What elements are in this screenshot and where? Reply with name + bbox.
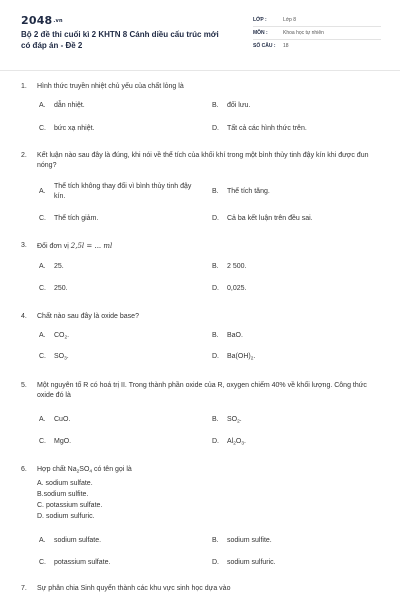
- inline-choice: D. sodium sulfuric.: [37, 512, 95, 520]
- formula-subscript: 2: [237, 419, 240, 425]
- option-letter: D.: [212, 285, 219, 292]
- question-text: Hợp chất Na: [37, 466, 77, 473]
- option-letter: B.: [212, 188, 219, 195]
- option-6d[interactable]: [212, 558, 377, 568]
- question-number: 2.: [21, 152, 27, 159]
- question-number: 4.: [21, 313, 27, 320]
- meta-row-subject: [253, 27, 381, 40]
- meta-value: 18: [283, 43, 289, 49]
- option-text: 0,025.: [227, 285, 247, 292]
- option-6a[interactable]: [39, 536, 204, 546]
- question-number: 1.: [21, 83, 27, 90]
- option-letter: B.: [212, 263, 219, 270]
- meta-row-count: [253, 40, 381, 52]
- inline-choice: B.sodium sulfite.: [37, 490, 89, 498]
- option-text: bức xạ nhiệt.: [54, 125, 95, 132]
- formula-punct: .: [239, 416, 242, 423]
- formula-text: Ba(OH): [227, 353, 251, 360]
- option-1b[interactable]: [212, 101, 377, 111]
- option-1a[interactable]: [39, 101, 204, 111]
- formula-text: SO: [227, 416, 238, 423]
- formula-text: CO: [54, 332, 65, 339]
- site-logo[interactable]: [21, 14, 63, 27]
- question-text: Sự phân chia Sinh quyển thành các khu vực sinh học dựa vào: [37, 585, 231, 592]
- question-2: [21, 151, 383, 171]
- question-text: Hình thức truyền nhiệt chủ yếu của chất lỏng là: [37, 83, 184, 90]
- option-letter: B.: [212, 332, 219, 339]
- question-text-post: có tên gọi là: [92, 466, 132, 473]
- option-text: đối lưu.: [227, 102, 251, 109]
- formula-punct: .: [66, 353, 69, 360]
- question-5: [21, 381, 383, 401]
- option-letter: D.: [212, 353, 219, 360]
- question-4: [21, 312, 383, 322]
- inline-choice: A. sodium sulfate.: [37, 479, 93, 487]
- option-text: MgO.: [54, 438, 72, 445]
- option-3a[interactable]: [39, 262, 204, 272]
- option-letter: B.: [212, 416, 219, 423]
- formula-punct: .: [67, 332, 70, 339]
- formula-subscript-2: 4: [89, 469, 93, 475]
- header: [21, 12, 381, 60]
- option-letter: D.: [212, 438, 219, 445]
- formula-text-2: O: [235, 438, 242, 445]
- option-5a[interactable]: [39, 415, 204, 425]
- formula-punct: .: [244, 438, 246, 445]
- inline-choice: C. potassium sulfate.: [37, 501, 103, 509]
- formula-subscript: 3: [64, 356, 67, 362]
- option-letter: A.: [39, 416, 46, 423]
- question-7: [21, 584, 383, 594]
- logo-text: 2048: [21, 14, 53, 27]
- formula-subscript: 2: [64, 335, 68, 341]
- option-1d[interactable]: [212, 124, 377, 134]
- option-text: 25.: [54, 263, 64, 270]
- meta-label: LỚP :: [253, 17, 267, 23]
- option-text: sodium sulfuric.: [227, 559, 276, 566]
- option-letter: A.: [39, 263, 46, 270]
- option-4b[interactable]: [212, 331, 377, 341]
- option-text: sodium sulfate.: [54, 537, 102, 544]
- option-6b[interactable]: [212, 536, 377, 546]
- question-number: 7.: [21, 585, 27, 592]
- option-6c[interactable]: [39, 558, 204, 568]
- option-text: Thể tích không thay đổi vì bình thủy tinh đậy kín.: [54, 183, 192, 200]
- logo-suffix: .vn: [53, 18, 63, 24]
- question-3: [21, 241, 383, 252]
- option-1c[interactable]: [39, 124, 204, 134]
- meta-value: Khoa học tự nhiên: [283, 30, 324, 36]
- option-text: potassium sulfate.: [54, 559, 111, 566]
- question-math: 2,5l = ... ml: [70, 242, 113, 250]
- option-2b[interactable]: [212, 187, 377, 197]
- option-2c[interactable]: [39, 214, 204, 224]
- question-number: 3.: [21, 242, 27, 249]
- option-text: Cả ba kết luận trên đều sai.: [227, 215, 313, 222]
- option-letter: A.: [39, 188, 46, 195]
- question-text: Đổi đơn vị: [37, 243, 69, 250]
- option-letter: C.: [39, 285, 46, 292]
- meta-label: SỐ CÂU :: [253, 43, 276, 49]
- document-title: Bộ 2 đề thi cuối kì 2 KHTN 8 Cánh diều cấu trúc mới có đáp án - Đề 2: [21, 30, 219, 50]
- option-text: sodium sulfite.: [227, 537, 272, 544]
- option-text: dẫn nhiệt.: [54, 102, 85, 109]
- question-inline-choices: [37, 478, 383, 522]
- formula-subscript: 2: [233, 441, 236, 447]
- question-text: Một nguyên tố R có hoá trị II. Trong thành phần oxide của R, oxygen chiếm 40% về khối lượng. Công thức oxide đó là: [37, 382, 367, 399]
- meta-value: Lớp 8: [283, 17, 297, 23]
- question-number: 6.: [21, 466, 27, 473]
- option-letter: A.: [39, 537, 46, 544]
- option-letter: D.: [212, 559, 219, 566]
- option-text: Thể tích tăng.: [227, 188, 270, 195]
- question-1: [21, 82, 383, 92]
- option-4c[interactable]: [39, 352, 204, 365]
- option-letter: C.: [39, 125, 46, 132]
- option-3d[interactable]: [212, 284, 377, 294]
- formula-subscript: 2: [250, 356, 254, 362]
- formula-text: SO: [54, 353, 65, 360]
- question-number: 5.: [21, 382, 27, 389]
- option-text: 2 500.: [227, 263, 247, 270]
- option-text: CuO.: [54, 416, 71, 423]
- option-5d[interactable]: [212, 437, 377, 450]
- option-letter: A.: [39, 102, 46, 109]
- option-5b[interactable]: [212, 415, 377, 428]
- option-letter: B.: [212, 537, 219, 544]
- header-divider: [0, 70, 400, 71]
- option-text: Thể tích giảm.: [54, 215, 99, 222]
- option-letter: C.: [39, 215, 46, 222]
- formula-punct: .: [253, 353, 256, 360]
- option-letter: C.: [39, 438, 46, 445]
- option-letter: A.: [39, 332, 46, 339]
- formula-text: Al: [227, 438, 234, 445]
- option-letter: D.: [212, 215, 219, 222]
- option-text: BaO.: [227, 332, 243, 339]
- option-3b[interactable]: [212, 262, 377, 272]
- meta-label: MÔN :: [253, 30, 268, 36]
- meta-row-class: [253, 14, 381, 27]
- option-letter: C.: [39, 353, 46, 360]
- question-6: [21, 465, 383, 522]
- meta-table: [253, 14, 381, 52]
- formula-subscript-2: 3: [241, 441, 245, 447]
- question-text-mid: SO: [79, 466, 90, 473]
- option-text: 250.: [54, 285, 68, 292]
- option-2a[interactable]: [39, 182, 194, 202]
- option-letter: B.: [212, 102, 219, 109]
- option-3c[interactable]: [39, 284, 204, 294]
- question-text: Kết luận nào sau đây là đúng, khi nói về thể tích của khối khí trong một bình thủy tinh đậy kín khi được đun nóng?: [37, 152, 369, 169]
- option-4a[interactable]: [39, 331, 204, 344]
- option-letter: C.: [39, 559, 46, 566]
- option-5c[interactable]: [39, 437, 204, 447]
- option-text: Tất cả các hình thức trên.: [227, 125, 307, 132]
- question-text: Chất nào sau đây là oxide base?: [37, 313, 139, 320]
- option-4d[interactable]: [212, 352, 377, 365]
- option-2d[interactable]: [212, 214, 377, 224]
- formula-subscript: 2: [76, 469, 80, 475]
- option-letter: D.: [212, 125, 219, 132]
